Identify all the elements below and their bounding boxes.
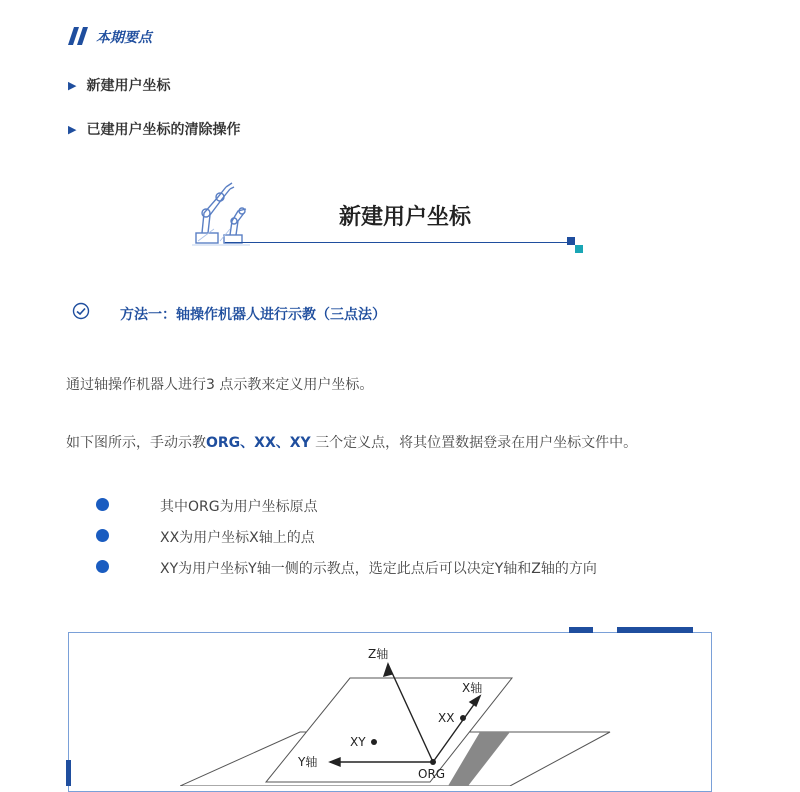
xy-point: [371, 739, 377, 745]
double-slash-icon: [68, 27, 90, 45]
paragraph-intro: 通过轴操作机器人进行3 点示教来定义用户坐标。: [66, 377, 374, 393]
section-title: 本期要点: [96, 30, 152, 46]
org-label: ORG: [418, 767, 446, 781]
bullet-xx: XX为用户坐标X轴上的点: [160, 530, 315, 546]
decor-square-blue: [567, 237, 575, 245]
triangle-icon: ▶: [68, 78, 77, 92]
decor-square-teal: [575, 245, 583, 253]
user-coordinate-diagram: [180, 640, 620, 786]
z-axis-label: Z轴: [368, 647, 389, 661]
xy-label: XY: [350, 735, 366, 749]
y-axis-label: Y轴: [298, 755, 318, 769]
banner-underline: [225, 242, 567, 243]
org-point: [430, 759, 436, 765]
bullet-icon: [96, 560, 109, 573]
bullet-icon: [96, 498, 109, 511]
paragraph-teach: 如下图所示，手动示教ORG、XX、XY 三个定义点，将其位置数据登录在用户坐标文件中。: [66, 435, 638, 451]
toc-item-label: 新建用户坐标: [86, 78, 171, 94]
banner-title: 新建用户坐标: [338, 205, 471, 230]
bullet-xy: XY为用户坐标Y轴一侧的示教点，选定此点后可以决定Y轴和Z轴的方向: [160, 561, 597, 577]
bullet-org: 其中ORG为用户坐标原点: [160, 499, 318, 515]
xx-label: XX: [438, 711, 455, 725]
x-axis-label: X轴: [462, 681, 483, 695]
method-title: 方法一：轴操作机器人进行示教（三点法）: [120, 307, 386, 323]
frame-side-decor: [66, 760, 71, 786]
bullet-icon: [96, 529, 109, 542]
frame-tab-decor: [569, 627, 593, 633]
triangle-icon: ▶: [68, 122, 77, 136]
highlight-points: ORG、XX、XY: [206, 435, 311, 451]
frame-tab-decor: [617, 627, 693, 633]
toc-item-clear-user-coordinate[interactable]: [68, 119, 240, 139]
toc-item-new-user-coordinate[interactable]: [68, 75, 170, 95]
toc-item-label: 已建用户坐标的清除操作: [86, 122, 241, 138]
xx-point: [460, 715, 466, 721]
check-circle-icon: [72, 302, 90, 320]
